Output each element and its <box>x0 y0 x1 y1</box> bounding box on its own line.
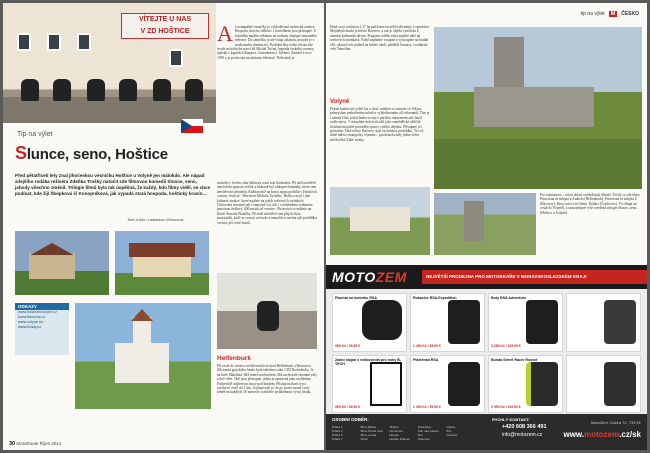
product-name: Bunda Street Racer Rocket <box>491 357 538 362</box>
product-card[interactable] <box>332 293 407 352</box>
links-list <box>15 310 69 330</box>
building-window <box>77 33 91 51</box>
store-website[interactable] <box>563 430 641 439</box>
ad-footer <box>326 414 647 450</box>
article-column-films: Pro zajímavost – celou oblast vyhledávají filmaři. Točily se zde filmy Princezna ze mlejna a Arabela (Helfenburk), Princezna ze mlejna 2 (Bavorov), Drací trest a Je-žírtní, Raftáci (Čepřovice). Th chlapi na cestách (Volyně), a samozřejmě výše uvedená trilogie Slunce, seno... (Hoštice u Volyně). <box>540 193 640 215</box>
village-photo <box>15 231 109 295</box>
web-prefix: www. <box>563 430 585 439</box>
right-page <box>326 3 647 450</box>
motorcycle <box>87 79 105 101</box>
chateau-building <box>133 255 191 277</box>
subheading-volyne: Volyně <box>330 99 350 105</box>
product-name: Boty RSA Adventure <box>491 296 527 300</box>
product-card[interactable] <box>488 355 563 414</box>
article-column-volyne: Pokud budete mít ještě čas a chuť, můžete se zastavit ve Volyni, průmyslem nedotčeném městě a vyhledávaném cíli rekreantů. Tím je i zámek Dub, jehož budova stojí v parčíku obrazeném zdí, hned vedle návsi. V minulém století sloužil jako zemědělské učiliště. Součaní majitelé provádějí opravy celého objektu. Přístupný je i prozatím. Také město Bavorov stojí za krátkou prohlídku. Ve své době město strategicky význam – procházela tudy jedna větve středověké Zlaté stezky. <box>330 107 430 142</box>
city-item: Pardubice <box>417 425 432 429</box>
product-price: 2 990 Kč / 119,90 € <box>491 405 521 409</box>
article-lead: Před pětatřiceti lety znal jihočeskou vesničku Hoštice u Volyně jen málokdo. Ale nápad zdejšího rodáka režiséra Zdeňka Trošky natočit zde filmovou komedii Slunce, seno, jahody všechno změnil. Trilogie filmů byla tak úspěšná, že každý, kdo filmy viděl, se chce podívat, kde žijí Škopková či Konopníková, jak vypadá stará hospoda, hoštický kravín... <box>15 173 211 196</box>
product-price: 999 Kč / 39,90 € <box>335 405 361 409</box>
city-item: Praha 7 <box>332 437 343 441</box>
chateau-photo <box>115 231 209 295</box>
church-photo <box>75 303 211 409</box>
castle-wall <box>474 87 594 127</box>
motorcycle-cover-image <box>362 300 402 340</box>
subheading-helfenburk: Helfenburk <box>217 355 251 362</box>
building-window <box>169 49 183 67</box>
grass <box>434 139 642 189</box>
product-card[interactable] <box>332 355 407 414</box>
helfenburk-text: Při cestě do vesnice určitě navštivte hrad Helfenburk u Bavorova. Zříceninu gotického hradu byla založena roku 1355 Rožmberky. Je na hoře Malošiná, 683 metrů nad mořem. Má zachovalé obranné valy a dvě věže. Obě jsou přístupné, jedna je upravená jako rozhledna. Parkoviště najdete na louce pod hradem. Přístup na hrad je po asfaltové cestě asi 1 km. Zajímavostí je, že po pravé straně cesty téměř na každých 50 metrech si můžete prohlédnout vývoj hradu. <box>217 364 317 395</box>
product-name: Plachta na motorku RSA <box>335 296 377 300</box>
magazine-badge: M <box>610 11 616 17</box>
header-country: ČESKO <box>621 11 639 17</box>
building-window <box>17 33 31 51</box>
logo-moto: MOTO <box>332 269 376 285</box>
page-footer <box>9 441 61 447</box>
ad-header <box>326 265 647 289</box>
store-address: MotoZem, Dobrá 72, 739 51 <box>590 420 641 425</box>
motorcycle <box>53 79 71 101</box>
church-tower <box>133 317 151 347</box>
product-card[interactable] <box>410 355 485 414</box>
banner-line-2: V ZD HOŠTICE <box>140 28 190 35</box>
city-item: Hradec Králové <box>389 437 410 441</box>
jacket-image <box>526 362 558 406</box>
title-text: lunce, seno, Hoštice <box>26 146 168 163</box>
castle-tower <box>464 201 484 241</box>
product-card[interactable] <box>566 293 641 352</box>
pickup-header: OSOBNÍ ODBĚR: <box>332 417 369 422</box>
city-item: Ústí nad Labem <box>417 429 439 433</box>
magazine-spread <box>3 3 647 450</box>
page-header <box>581 11 639 17</box>
roof <box>129 243 195 257</box>
article-column-intro <box>217 21 317 60</box>
left-page <box>3 3 324 450</box>
hoštice-building-photo <box>3 3 216 123</box>
contact-phone[interactable]: +420 608 366 491 <box>502 424 547 430</box>
rain-jacket-image <box>448 362 480 406</box>
paddock-stand-image <box>370 362 402 406</box>
castle-tower-photo <box>434 193 536 255</box>
section-label: Tip na výlet <box>17 131 53 138</box>
quick-contact-header: RYCHLÝ KONTAKT: <box>492 417 530 422</box>
product-price: 1 490 Kč / 59,90 € <box>413 343 441 348</box>
article-credit: Text a foto: Ladislava Vítovcová <box>127 217 184 222</box>
page-number: 30 <box>9 441 16 447</box>
czech-flag-icon <box>181 119 203 133</box>
article-title <box>15 143 168 164</box>
house <box>29 253 75 279</box>
article-column-right: umístěn v levém rohu hřbitova a má tvar kloboubu. Při naší návštěvě tam ležela spousta svíček a klobouk byl obkopen kamínky, které sem návštěvníci přinášejí. Každoročně na konci srpna probíhá v Hoštících country festival - Slavnosti Michala Tučného. Hoštice mají i jiné kulturní atrakce, které najdete na jejich webových stránkách. Ubytování sezonně jak v samotné vsi, tak i v nedalekém rodinném penzionu Jedlový, 600 metrů od vesnice. Občerstvit se můžete na Ranči Šimona Pláničky. Při naší návštěvě sem přijelo dost motorkářů, kteří se vracejí od moře a nemohli si nechat ujít prohlídku vesnice při cestě domů. <box>217 181 317 225</box>
links-header: ODKAZY <box>15 303 69 310</box>
motozem-logo[interactable] <box>326 265 422 289</box>
drop-cap: A <box>217 21 233 46</box>
banner-line-1: VÍTEJTE U NAS <box>138 16 192 23</box>
motorcycle <box>21 79 39 101</box>
city-item: Praha 5 <box>332 433 343 437</box>
contact-email[interactable]: info@motozem.cz <box>502 432 543 438</box>
chateau-building <box>350 207 410 231</box>
gloves-image <box>448 300 480 344</box>
magazine-name: MotoRoute Říjen 2014 <box>16 441 62 446</box>
product-card[interactable] <box>410 293 485 352</box>
city-item: Olomouc <box>417 437 430 441</box>
links-box <box>15 303 69 355</box>
product-price: 3 290 Kč / 129,90 € <box>491 343 521 348</box>
city-item: Chomutov <box>389 429 403 433</box>
motorcycle <box>153 79 171 101</box>
link-item[interactable]: www.volyne.eu <box>18 320 44 324</box>
jacket-image <box>604 362 636 406</box>
pickup-cities <box>332 425 472 441</box>
city-item: Zlín <box>417 433 423 437</box>
city-item: Praha 1 <box>332 425 343 429</box>
motozem-advertisement <box>326 265 647 450</box>
welcome-banner <box>121 13 209 39</box>
web-suffix: .cz/sk <box>619 430 641 439</box>
product-name: Rukavice RSA Expedition <box>413 296 457 300</box>
city-item: Liberec <box>389 433 400 437</box>
web-brand: motozem <box>584 430 620 439</box>
boots-image <box>604 300 636 344</box>
logo-zem: ZEM <box>375 269 407 285</box>
city-item: Ostrava <box>446 433 457 437</box>
city-item: Jihlava <box>389 425 399 429</box>
header-label: tip na výlet <box>580 11 605 17</box>
article-column-castle: Hrad svoji rozlohou 1,27 ha patří mezi největší zříceniny v republice. Majitelem hradu je město Bavorov, a tak je objekt využíván k různým kulturním akcím. Program celého roku najdete také na webových stránkách. Když zapláníte vstupné a vystoupáte na hradní věž, okouzlí vás pohled na blízké okolí, přehlídí Šumavy i vzdálené vrše Temelína. <box>330 25 430 52</box>
product-card[interactable] <box>488 293 563 352</box>
product-name: Zadní stojan s velikostním pro nohy B-TECH <box>335 357 402 366</box>
ad-tagline: NEJVĚTŠÍ PRODEJNA PRO MOTORKÁŘE V MORAVSKOSLEZSKÉM KRAJI <box>422 270 647 284</box>
link-item[interactable]: www.hrady.cz <box>18 325 42 329</box>
motorcycle <box>119 79 137 101</box>
motorcycle <box>185 79 203 101</box>
link-item[interactable]: www.hosticeuvolyne.cz <box>18 310 58 314</box>
city-item: Plzeň <box>360 437 369 441</box>
tower-roof <box>131 309 153 321</box>
product-price: 1 490 Kč / 59,90 € <box>413 405 441 409</box>
city-item: Brno-Lesná <box>360 433 377 437</box>
motorcyclist-photo <box>217 273 317 349</box>
city-item: Brno-Černá pole <box>360 429 383 433</box>
building-window <box>47 33 61 51</box>
product-card[interactable] <box>566 355 641 414</box>
church-building <box>115 343 169 383</box>
city-item: Opava <box>446 425 456 429</box>
castle-ruin-photo <box>434 27 642 189</box>
intro-column-text: z nenápadné vesničky je vyhledávaná turistická atrakce. Hospoda, kravín i hřbitov s kostelíkem jsou přístupné. U kostelíka najdete reklamu na rodinou chalupu samotného režiséra. Do zámečku je ale vstup zakázán, protože je v soukromém vlastnictví. Poslední léta svého života zde trvale na hoštické návsi žil Michal Tučný, legenda českého country, zpěvák v kapelách Rangers, Greenhorns a Tučňáci. Zemřel v roce 1995 a je pochován na místním hřbitově. Náhrobek je <box>217 25 317 60</box>
city-item: Brno-Město <box>360 425 377 429</box>
city-item: Zlín <box>446 429 452 433</box>
chateau-dub-photo <box>330 187 430 255</box>
city-item: Praha 4 <box>332 429 343 433</box>
link-item[interactable]: www.bavorov.cz <box>18 315 46 319</box>
title-initial: S <box>15 143 27 163</box>
motorcyclist <box>257 301 279 331</box>
product-grid <box>332 293 641 413</box>
product-price: 999 Kč / 39,90 € <box>335 343 361 348</box>
product-name: Pláštěnka RSA <box>413 357 439 362</box>
boots-image <box>526 300 558 344</box>
